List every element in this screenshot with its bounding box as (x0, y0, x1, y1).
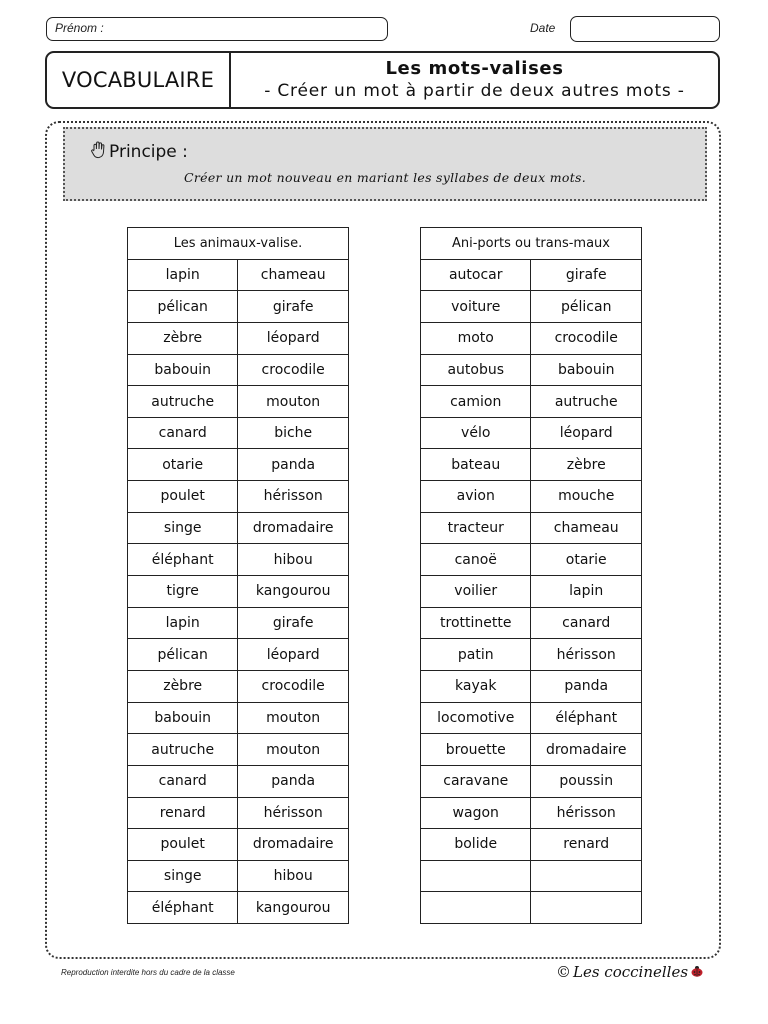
animaux-word-1: otarie (128, 449, 238, 481)
transports-row (421, 291, 642, 323)
transports-word-2: léopard (531, 417, 642, 449)
animaux-word-1: renard (128, 797, 238, 829)
transports-word-2: mouche (531, 481, 642, 513)
animaux-word-1: pélican (128, 639, 238, 671)
animaux-word-2: chameau (238, 259, 349, 291)
animaux-table-body (128, 259, 349, 923)
transports-row (421, 576, 642, 608)
animaux-word-1: zèbre (128, 670, 238, 702)
animaux-word-2: léopard (238, 322, 349, 354)
pointing-hand-icon (91, 141, 107, 163)
transports-word-1 (421, 860, 531, 892)
worksheet-subtitle: - Créer un mot à partir de deux autres mots - (264, 81, 685, 101)
transports-word-2: chameau (531, 512, 642, 544)
transports-row (421, 797, 642, 829)
transports-row (421, 829, 642, 861)
prenom-label: Prénom : (55, 21, 104, 35)
animaux-word-2: girafe (238, 607, 349, 639)
transports-word-1: tracteur (421, 512, 531, 544)
animaux-row (128, 576, 349, 608)
animaux-word-2: dromadaire (238, 829, 349, 861)
animaux-word-1: canard (128, 765, 238, 797)
animaux-word-1: poulet (128, 829, 238, 861)
copyright-symbol: © (556, 962, 571, 981)
animaux-row (128, 860, 349, 892)
transports-word-1: voiture (421, 291, 531, 323)
animaux-word-2: biche (238, 417, 349, 449)
transports-word-2: renard (531, 829, 642, 861)
transports-word-1: wagon (421, 797, 531, 829)
animaux-word-1: éléphant (128, 892, 238, 924)
animaux-word-2: hérisson (238, 797, 349, 829)
transports-word-2: panda (531, 670, 642, 702)
animaux-word-1: lapin (128, 259, 238, 291)
animaux-word-2: crocodile (238, 354, 349, 386)
animaux-row (128, 259, 349, 291)
animaux-row (128, 797, 349, 829)
transports-row (421, 512, 642, 544)
animaux-word-1: canard (128, 417, 238, 449)
animaux-word-1: lapin (128, 607, 238, 639)
transports-word-1: patin (421, 639, 531, 671)
animaux-row (128, 639, 349, 671)
transports-word-2: autruche (531, 386, 642, 418)
animaux-table-header: Les animaux-valise. (128, 228, 349, 260)
transports-word-1: bolide (421, 829, 531, 861)
transports-word-2: pélican (531, 291, 642, 323)
animaux-word-1: éléphant (128, 544, 238, 576)
animaux-row (128, 481, 349, 513)
transports-word-2: hérisson (531, 639, 642, 671)
animaux-row (128, 702, 349, 734)
transports-table (420, 227, 642, 924)
animaux-row (128, 765, 349, 797)
animaux-word-2: mouton (238, 386, 349, 418)
transports-row (421, 892, 642, 924)
transports-row (421, 322, 642, 354)
transports-word-2: lapin (531, 576, 642, 608)
animaux-word-1: singe (128, 860, 238, 892)
animaux-word-2: girafe (238, 291, 349, 323)
animaux-word-1: zèbre (128, 322, 238, 354)
subject-label: VOCABULAIRE (47, 53, 231, 107)
animaux-row (128, 512, 349, 544)
transports-row (421, 417, 642, 449)
worksheet-header (45, 51, 720, 109)
date-field[interactable] (570, 16, 720, 42)
transports-word-1: caravane (421, 765, 531, 797)
transports-word-1: voilier (421, 576, 531, 608)
transports-word-1: kayak (421, 670, 531, 702)
transports-row (421, 639, 642, 671)
date-label: Date (530, 21, 556, 35)
transports-row (421, 734, 642, 766)
animaux-valise-table (127, 227, 349, 924)
transports-word-2: éléphant (531, 702, 642, 734)
animaux-word-2: hibou (238, 860, 349, 892)
animaux-word-2: mouton (238, 702, 349, 734)
transports-word-2: poussin (531, 765, 642, 797)
principe-heading (91, 141, 188, 163)
transports-word-2: girafe (531, 259, 642, 291)
animaux-word-1: autruche (128, 734, 238, 766)
transports-word-2: crocodile (531, 322, 642, 354)
transports-word-1: vélo (421, 417, 531, 449)
transports-row (421, 386, 642, 418)
transports-word-2: babouin (531, 354, 642, 386)
principe-text: Créer un mot nouveau en mariant les syllabes de deux mots. (183, 170, 587, 185)
transports-word-1: trottinette (421, 607, 531, 639)
animaux-word-2: kangourou (238, 892, 349, 924)
transports-word-2 (531, 860, 642, 892)
transports-word-1: bateau (421, 449, 531, 481)
transports-word-1: autobus (421, 354, 531, 386)
animaux-row (128, 291, 349, 323)
animaux-word-1: babouin (128, 702, 238, 734)
animaux-word-2: mouton (238, 734, 349, 766)
animaux-word-2: panda (238, 765, 349, 797)
transports-row (421, 481, 642, 513)
animaux-row (128, 544, 349, 576)
animaux-row (128, 607, 349, 639)
transports-word-1: autocar (421, 259, 531, 291)
transports-word-1: canoë (421, 544, 531, 576)
worksheet-title: Les mots-valises (385, 58, 564, 79)
animaux-row (128, 386, 349, 418)
transports-word-2: hérisson (531, 797, 642, 829)
transports-word-2: zèbre (531, 449, 642, 481)
transports-row (421, 449, 642, 481)
animaux-word-1: singe (128, 512, 238, 544)
transports-word-1: locomotive (421, 702, 531, 734)
reproduction-notice: Reproduction interdite hors du cadre de la classe (61, 968, 235, 977)
animaux-row (128, 734, 349, 766)
animaux-row (128, 449, 349, 481)
animaux-word-2: hibou (238, 544, 349, 576)
animaux-row (128, 892, 349, 924)
brand-logo (556, 962, 704, 981)
animaux-word-1: poulet (128, 481, 238, 513)
transports-row (421, 259, 642, 291)
transports-row (421, 607, 642, 639)
animaux-word-1: tigre (128, 576, 238, 608)
transports-row (421, 702, 642, 734)
principe-box (63, 127, 707, 201)
animaux-word-2: panda (238, 449, 349, 481)
animaux-row (128, 417, 349, 449)
animaux-row (128, 829, 349, 861)
transports-word-2: canard (531, 607, 642, 639)
animaux-word-2: dromadaire (238, 512, 349, 544)
transports-row (421, 544, 642, 576)
transports-word-2: dromadaire (531, 734, 642, 766)
transports-word-1: camion (421, 386, 531, 418)
transports-word-2 (531, 892, 642, 924)
animaux-row (128, 354, 349, 386)
animaux-word-2: crocodile (238, 670, 349, 702)
animaux-word-1: autruche (128, 386, 238, 418)
transports-row (421, 670, 642, 702)
ladybug-icon (690, 962, 704, 981)
transports-word-1: moto (421, 322, 531, 354)
brand-name: Les coccinelles (573, 962, 689, 981)
transports-row (421, 860, 642, 892)
transports-word-1 (421, 892, 531, 924)
animaux-word-2: kangourou (238, 576, 349, 608)
animaux-word-2: léopard (238, 639, 349, 671)
animaux-word-2: hérisson (238, 481, 349, 513)
transports-table-header: Ani-ports ou trans-maux (421, 228, 642, 260)
transports-table-body (421, 259, 642, 923)
animaux-row (128, 670, 349, 702)
animaux-word-1: pélican (128, 291, 238, 323)
header-titles (231, 53, 718, 107)
transports-row (421, 765, 642, 797)
transports-word-1: avion (421, 481, 531, 513)
transports-word-1: brouette (421, 734, 531, 766)
animaux-word-1: babouin (128, 354, 238, 386)
transports-row (421, 354, 642, 386)
transports-word-2: otarie (531, 544, 642, 576)
principe-title: Principe : (109, 142, 188, 162)
animaux-row (128, 322, 349, 354)
